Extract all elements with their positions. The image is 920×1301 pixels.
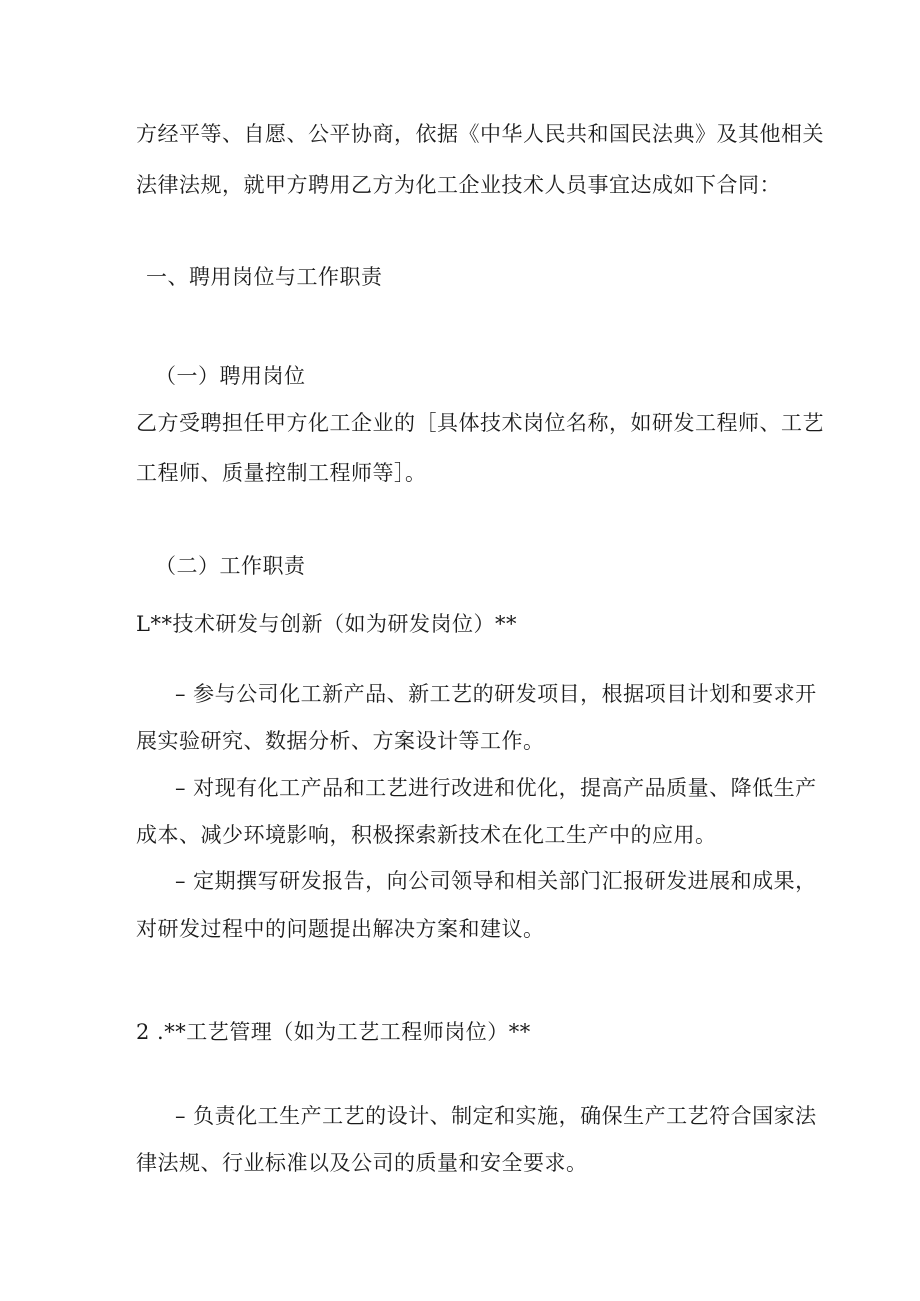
paragraph-line: 成本、减少环境影响，积极探索新技术在化工生产中的应用。 xyxy=(136,823,717,847)
subsection-heading: （二）工作职责 xyxy=(155,554,306,578)
section-heading: 一、聘用岗位与工作职责 xyxy=(146,265,383,289)
paragraph-line: 方经平等、自愿、公平协商，依据《中华人民共和国民法典》及其他相关 xyxy=(136,122,824,146)
bullet-line: – 定期撰写研发报告，向公司领导和相关部门汇报研发进展和成果， xyxy=(175,869,817,893)
paragraph-line: 律法规、行业标准以及公司的质量和安全要求。 xyxy=(136,1151,588,1175)
bullet-line: – 对现有化工产品和工艺进行改进和优化，提高产品质量、降低生产 xyxy=(175,776,817,800)
item-heading: 2 .**工艺管理（如为工艺工程师岗位）** xyxy=(136,1020,531,1044)
item-heading: L**技术研发与创新（如为研发岗位）** xyxy=(136,612,517,636)
bullet-line: – 负责化工生产工艺的设计、制定和实施，确保生产工艺符合国家法 xyxy=(175,1104,817,1128)
paragraph-line: 展实验研究、数据分析、方案设计等工作。 xyxy=(136,729,545,753)
paragraph-line: 对研发过程中的问题提出解决方案和建议。 xyxy=(136,917,545,941)
paragraph-line: 乙方受聘担任甲方化工企业的［具体技术岗位名称，如研发工程师、工艺 xyxy=(136,411,824,435)
subsection-heading: （一）聘用岗位 xyxy=(155,364,306,388)
paragraph-line: 法律法规，就甲方聘用乙方为化工企业技术人员事宜达成如下合同： xyxy=(136,173,781,197)
bullet-line: – 参与公司化工新产品、新工艺的研发项目，根据项目计划和要求开 xyxy=(175,682,817,706)
paragraph-line: 工程师、质量控制工程师等］。 xyxy=(136,461,427,485)
